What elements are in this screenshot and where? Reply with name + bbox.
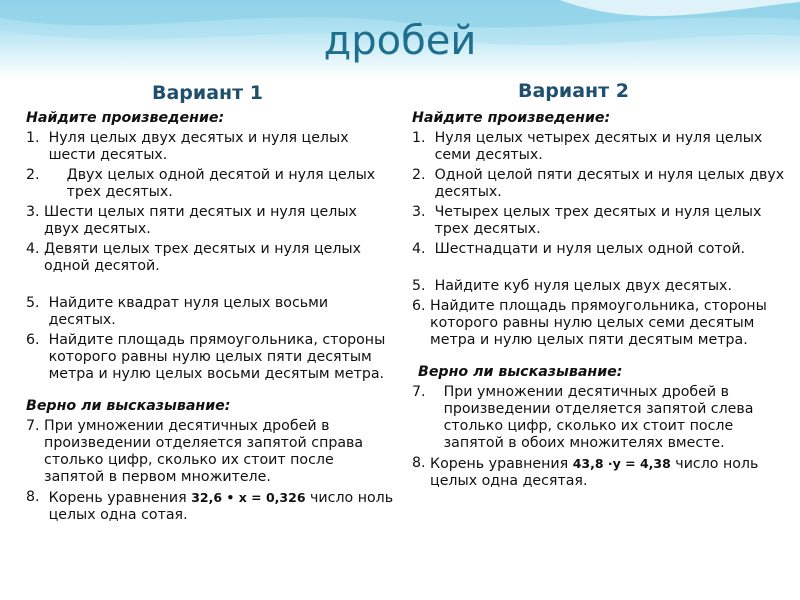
variant-2-column	[412, 110, 792, 493]
section-heading: Верно ли высказывание:	[26, 398, 231, 414]
list-item: 3. Шести целых пяти десятых и нуля целых двух десятых.	[26, 204, 357, 237]
variant-1-column	[26, 110, 396, 527]
list-item: 5. Найдите куб нуля целых двух десятых.	[412, 278, 732, 294]
section-heading: Найдите произведение:	[26, 110, 225, 126]
list-item: 5. Найдите квадрат нуля целых восьми десятых.	[26, 295, 329, 328]
list-item: 2. Одной целой пяти десятых и нуля целых двух десятых.	[412, 167, 785, 200]
page-title: дробей	[323, 18, 477, 64]
list-item: 8. Корень уравнения 32,6 • x = 0,326 число ноль целых одна сотая.	[26, 489, 394, 523]
list-item: 1. Нуля целых двух десятых и нуля целых шести десятых.	[26, 130, 349, 163]
list-item: 2. Двух целых одной десятой и нуля целых трех десятых.	[26, 167, 376, 200]
list-item: 7. При умножении десятичных дробей в произведении отделяется запятой справа столько цифр, сколько их стоит после запятой в первом множителе.	[26, 418, 364, 485]
list-item: 7. При умножении десятичных дробей в произведении отделяется запятой слева столько цифр, сколько их стоит после запятой в обоих множителях вместе.	[412, 384, 754, 451]
list-item: 6. Найдите площадь прямоугольника, стороны которого равны нулю целых семи десятым метра и нулю целых пяти десятым метра.	[412, 298, 767, 348]
list-item: 8. Корень уравнения 43,8 ·y = 4,38 число ноль целых одна десятая.	[412, 455, 759, 489]
equation: 32,6 • x = 0,326	[191, 490, 306, 505]
list-item: 3. Четырех целых трех десятых и нуля целых трех десятых.	[412, 204, 762, 237]
equation: 43,8 ·y = 4,38	[572, 456, 671, 471]
section-heading: Верно ли высказывание:	[418, 364, 623, 380]
title-band	[0, 0, 800, 78]
list-item: 1. Нуля целых четырех десятых и нуля целых семи десятых.	[412, 130, 763, 163]
list-item: 4. Шестнадцати и нуля целых одной сотой.	[412, 241, 746, 257]
list-item: 6. Найдите площадь прямоугольника, стороны которого равны нулю целых пяти десятым метра и нулю целых восьми десятым метра.	[26, 332, 386, 382]
list-item: 4. Девяти целых трех десятых и нуля целых одной десятой.	[26, 241, 362, 274]
section-heading: Найдите произведение:	[412, 110, 611, 126]
variant-2-heading: Вариант 2	[518, 80, 630, 102]
variant-1-heading: Вариант 1	[152, 82, 264, 104]
